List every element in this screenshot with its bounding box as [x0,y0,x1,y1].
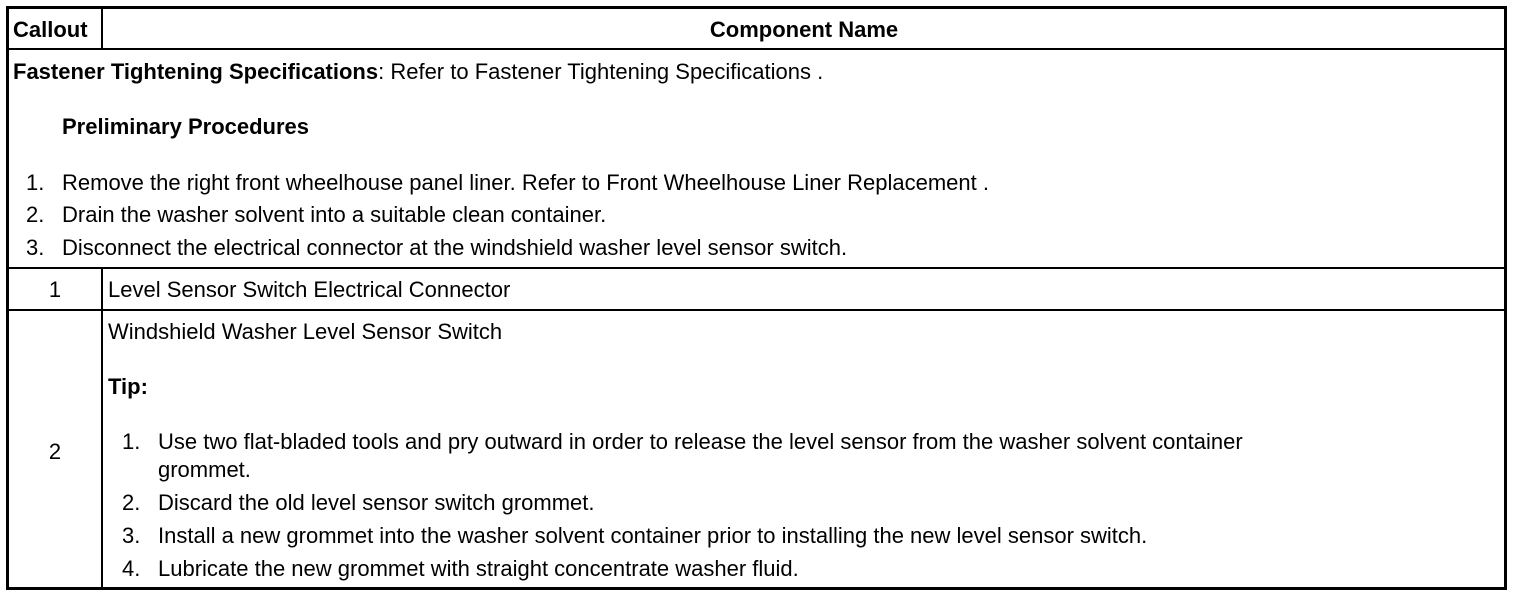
row-divider [9,309,1504,311]
fastener-spec-line [13,59,823,85]
step-text: Drain the washer solvent into a suitable clean container. [62,202,607,227]
preliminary-heading: Preliminary Procedures [62,114,310,139]
callout-number: 2 [48,439,62,464]
step-text: Remove the right front wheelhouse panel liner. Refer to Front Wheelhouse Liner Replacement . [62,170,989,195]
tip-number: 1. [122,429,141,454]
fastener-spec-text: : Refer to Fastener Tightening Specifications . [378,59,824,84]
tip-text: Lubricate the new grommet with straight concentrate washer fluid. [158,556,799,581]
tip-text: Use two flat-bladed tools and pry outward in order to release the level sensor from the washer solvent container [158,429,1243,454]
callout-number: 1 [48,277,62,302]
header-divider [101,9,103,48]
fastener-spec-label: Fastener Tightening Specifications [13,59,379,84]
step-number: 3. [26,235,45,260]
tip-number: 4. [122,556,141,581]
step-number: 1. [26,170,45,195]
header-component-name: Component Name [709,17,899,42]
header-callout: Callout [13,17,88,42]
row-divider [9,267,1504,269]
procedure-table [6,6,1507,590]
tip-text: Install a new grommet into the washer solvent container prior to installing the new level sensor switch. [158,523,1148,548]
tip-number: 2. [122,490,141,515]
tip-number: 3. [122,523,141,548]
step-text: Disconnect the electrical connector at the windshield washer level sensor switch. [62,235,848,260]
component-name: Windshield Washer Level Sensor Switch [108,319,503,344]
row-divider [9,48,1504,50]
tip-text: Discard the old level sensor switch grommet. [158,490,595,515]
tip-text-continued: grommet. [158,457,251,482]
column-divider [101,267,103,587]
component-name: Level Sensor Switch Electrical Connector [108,277,511,302]
tip-label: Tip: [108,374,148,399]
step-number: 2. [26,202,45,227]
